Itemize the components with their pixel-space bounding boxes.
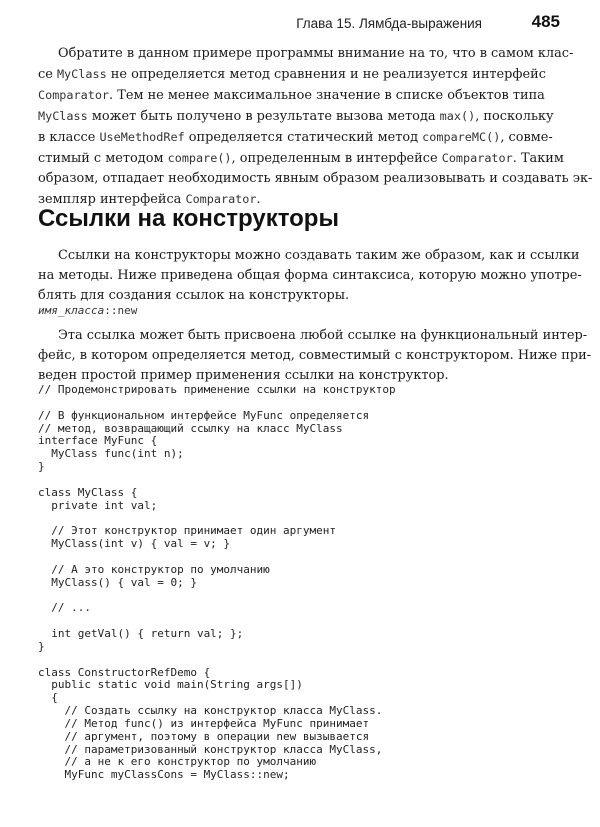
paragraph-2 xyxy=(38,246,582,306)
inline-code: MyClass xyxy=(56,67,107,81)
paragraph-3 xyxy=(38,326,592,386)
text-line: в классе UseMethodRef определяется статический метод compareMC(), совме- xyxy=(38,130,553,145)
code-line: // аргумент, поэтому в операции new вызывается xyxy=(38,729,370,743)
code-line: // метод, возвращающий ссылку на класс MyClass xyxy=(38,421,343,435)
inline-code: Comparator xyxy=(38,88,110,102)
text-line: MyClass может быть получено в результате вызова метода max(), поскольку xyxy=(38,109,554,124)
text-line: на методы. Ниже приведена общая форма синтаксиса, которую можно употре- xyxy=(38,268,582,283)
code-line: MyFunc myClassCons = MyClass::new; xyxy=(38,768,290,782)
code-line: MyClass(int v) { val = v; } xyxy=(38,537,231,551)
code-line: // а не к его конструктор по умолчанию xyxy=(38,755,317,769)
syntax-operator: ::new xyxy=(104,304,138,317)
text-line: веден простой пример применения ссылки на конструктор. xyxy=(38,368,449,383)
text-line: блять для создания ссылок на конструкторы. xyxy=(38,288,350,303)
text-line: стимый с методом compare(), определенным в интерфейсе Comparator. Таким xyxy=(38,151,564,166)
text-line: Эта ссылка может быть присвоена любой ссылке на функциональный интер- xyxy=(58,328,588,343)
code-line: } xyxy=(38,639,45,653)
text-line: Comparator. Тем не менее максимальное значение в списке объектов типа xyxy=(38,88,545,103)
running-head: Глава 15. Лямбда-выражения xyxy=(296,16,482,31)
code-line: int getVal() { return val; }; xyxy=(38,627,244,641)
code-line: { xyxy=(38,691,58,705)
code-line: // А это конструктор по умолчанию xyxy=(38,562,270,576)
code-line: // Продемонстрировать применение ссылки на конструктор xyxy=(38,383,396,396)
code-line: public static void main(String args[]) xyxy=(38,678,303,692)
code-line xyxy=(38,397,396,410)
code-line: // ... xyxy=(38,601,91,615)
code-line xyxy=(38,654,396,667)
code-line: MyClass func(int n); xyxy=(38,447,184,461)
syntax-form xyxy=(38,304,137,317)
inline-code: compare() xyxy=(167,151,232,165)
code-line: // В функциональном интерфейсе MyFunc определяется xyxy=(38,408,370,422)
inline-code: compareMC() xyxy=(422,130,501,144)
section-heading: Ссылки на конструкторы xyxy=(38,205,339,232)
code-line: // Создать ссылку на конструктор класса MyClass. xyxy=(38,704,383,718)
page-header xyxy=(38,12,560,38)
inline-code: max() xyxy=(439,109,476,123)
code-line: class ConstructorRefDemo { xyxy=(38,665,211,679)
code-line: // Этот конструктор принимает один аргумент xyxy=(38,524,337,538)
text-line: Обратите в данном примере программы внимание на то, что в самом клас- xyxy=(58,46,574,61)
inline-code: Comparator xyxy=(441,151,513,165)
text-line: земпляр интерфейса Comparator. xyxy=(38,192,261,207)
paragraph-1 xyxy=(38,44,593,210)
code-line: // параметризованный конструктор класса MyClass, xyxy=(38,742,383,756)
code-line: class MyClass { xyxy=(38,485,138,499)
inline-code: UseMethodRef xyxy=(99,130,185,144)
code-line: // Метод func() из интерфейса MyFunc принимает xyxy=(38,716,370,730)
code-line: } xyxy=(38,460,45,474)
text-line: фейс, в котором определяется метод, совместимый с конструктором. Ниже при- xyxy=(38,348,592,363)
code-listing xyxy=(38,384,396,782)
text-line: Ссылки на конструкторы можно создавать таким же образом, как и ссылки xyxy=(58,248,580,263)
text-line: се MyClass не определяется метод сравнения и не реализуется интерфейс xyxy=(38,67,546,82)
text-line: образом, отпадает необходимость явным образом реализовывать и создавать эк- xyxy=(38,171,593,186)
code-line xyxy=(38,551,396,564)
code-line xyxy=(38,590,396,603)
inline-code: MyClass xyxy=(38,109,88,123)
syntax-class-name: имя_класса xyxy=(38,304,105,317)
code-line: interface MyFunc { xyxy=(38,434,158,448)
code-line: MyClass() { val = 0; } xyxy=(38,575,197,589)
page-number: 485 xyxy=(531,12,560,31)
inline-code: Comparator xyxy=(185,192,257,206)
code-line: private int val; xyxy=(38,498,158,512)
code-line xyxy=(38,474,396,487)
